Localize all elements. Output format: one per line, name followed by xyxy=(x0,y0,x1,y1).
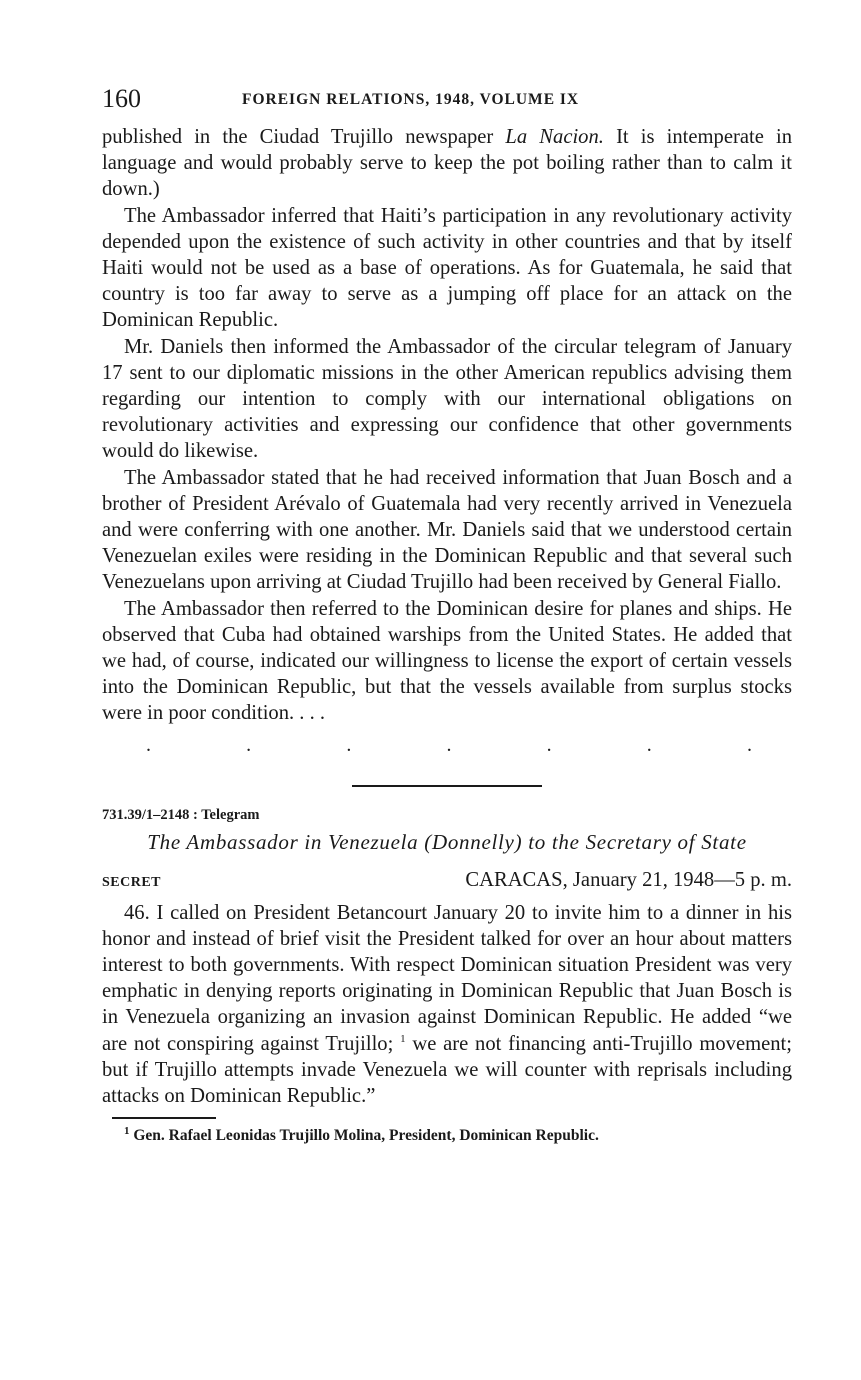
paragraph: published in the Ciudad Trujillo newspaper La Nacion. It is intemperate in language and would probably serve to keep the pot boiling rather than to calm it down.) xyxy=(102,126,792,201)
paragraph: The Ambassador stated that he had received information that Juan Bosch and a brother of President Arévalo of Guatemala had very recently arrived in Venezuela and were conferring with one another. Mr. Daniels said that we understood certain Venezuelan exiles were residing in the Dominican Republic and that several such Venezuelans upon arriving at Ciudad Trujillo had been received by General Fiallo. xyxy=(102,466,792,594)
page-number: 160 xyxy=(102,84,141,113)
document-reference: 731.39/1–2148 : Telegram xyxy=(102,806,260,823)
footnote: $^1$ Gen. Rafael Leonidas Trujillo Molina, President, Dominican Republic. xyxy=(124,1125,599,1145)
running-head: FOREIGN RELATIONS, 1948, VOLUME IX xyxy=(242,91,580,108)
omission-dot: . xyxy=(546,733,552,756)
footnote-marker: 1 xyxy=(124,1125,130,1138)
newspaper-title: La Nacion. xyxy=(505,126,604,148)
footnote-divider xyxy=(112,1117,216,1119)
omission-dot: . xyxy=(646,733,652,756)
document-title: The Ambassador in Venezuela (Donnelly) to the Secretary of State xyxy=(147,829,747,854)
dateline: CARACAS, January 21, 1948—5 p. m. xyxy=(465,868,792,891)
telegram-body xyxy=(102,900,792,1110)
omission-dot: . xyxy=(346,733,352,756)
omission-dot: . xyxy=(146,733,151,756)
paragraph: The Ambassador inferred that Haiti’s participation in any revolutionary activity depended upon the existence of such activity in other countries and that by itself Haiti would not be used as a base of operations. As for Guatemala, he said that country is too far away to serve as a jumping off place for an attack on the Dominican Republic. xyxy=(102,204,792,332)
omission-dot: . xyxy=(746,733,752,756)
omission-dots xyxy=(146,735,752,755)
document-page xyxy=(102,84,792,1145)
section-divider xyxy=(352,785,542,787)
omission-dot: . xyxy=(246,733,252,756)
footnote-ref: 1 xyxy=(400,1032,406,1045)
paragraph: Mr. Daniels then informed the Ambassador of the circular telegram of January 17 sent to our diplomatic missions in the other American republics advising them regarding our intention to comply with our international obligations on revolutionary activities and expressing our confidence that other governments would do likewise. xyxy=(102,335,792,463)
paragraph: 46. I called on President Betancourt January 20 to invite him to a dinner in his honor and instead of brief visit the President talked for over an hour about matters interest to both governments. With respect Dominican situation President was very emphatic in denying reports originating in Dominican Republic that Juan Bosch is in Venezuela organizing an invasion against Dominican Republic. He added “we are not conspiring against Trujillo; $^1$ we are not financing anti-Trujillo movement; but if Trujillo attempts invade Venezuela we will counter with reprisals including attacks on Dominican Republic.” xyxy=(102,901,792,1108)
continued-memorandum xyxy=(102,124,792,727)
document-meta xyxy=(102,869,792,892)
omission-dot: . xyxy=(446,733,452,756)
page-header xyxy=(102,84,792,124)
paragraph: The Ambassador then referred to the Dominican desire for planes and ships. He observed that Cuba had obtained warships from the United States. He added that we had, of course, indicated our willingness to license the export of certain vessels into the Dominican Republic, but that the vessels available from surplus stocks were in poor condition. . . . xyxy=(102,597,792,725)
classification-label: SECRET xyxy=(102,874,162,890)
